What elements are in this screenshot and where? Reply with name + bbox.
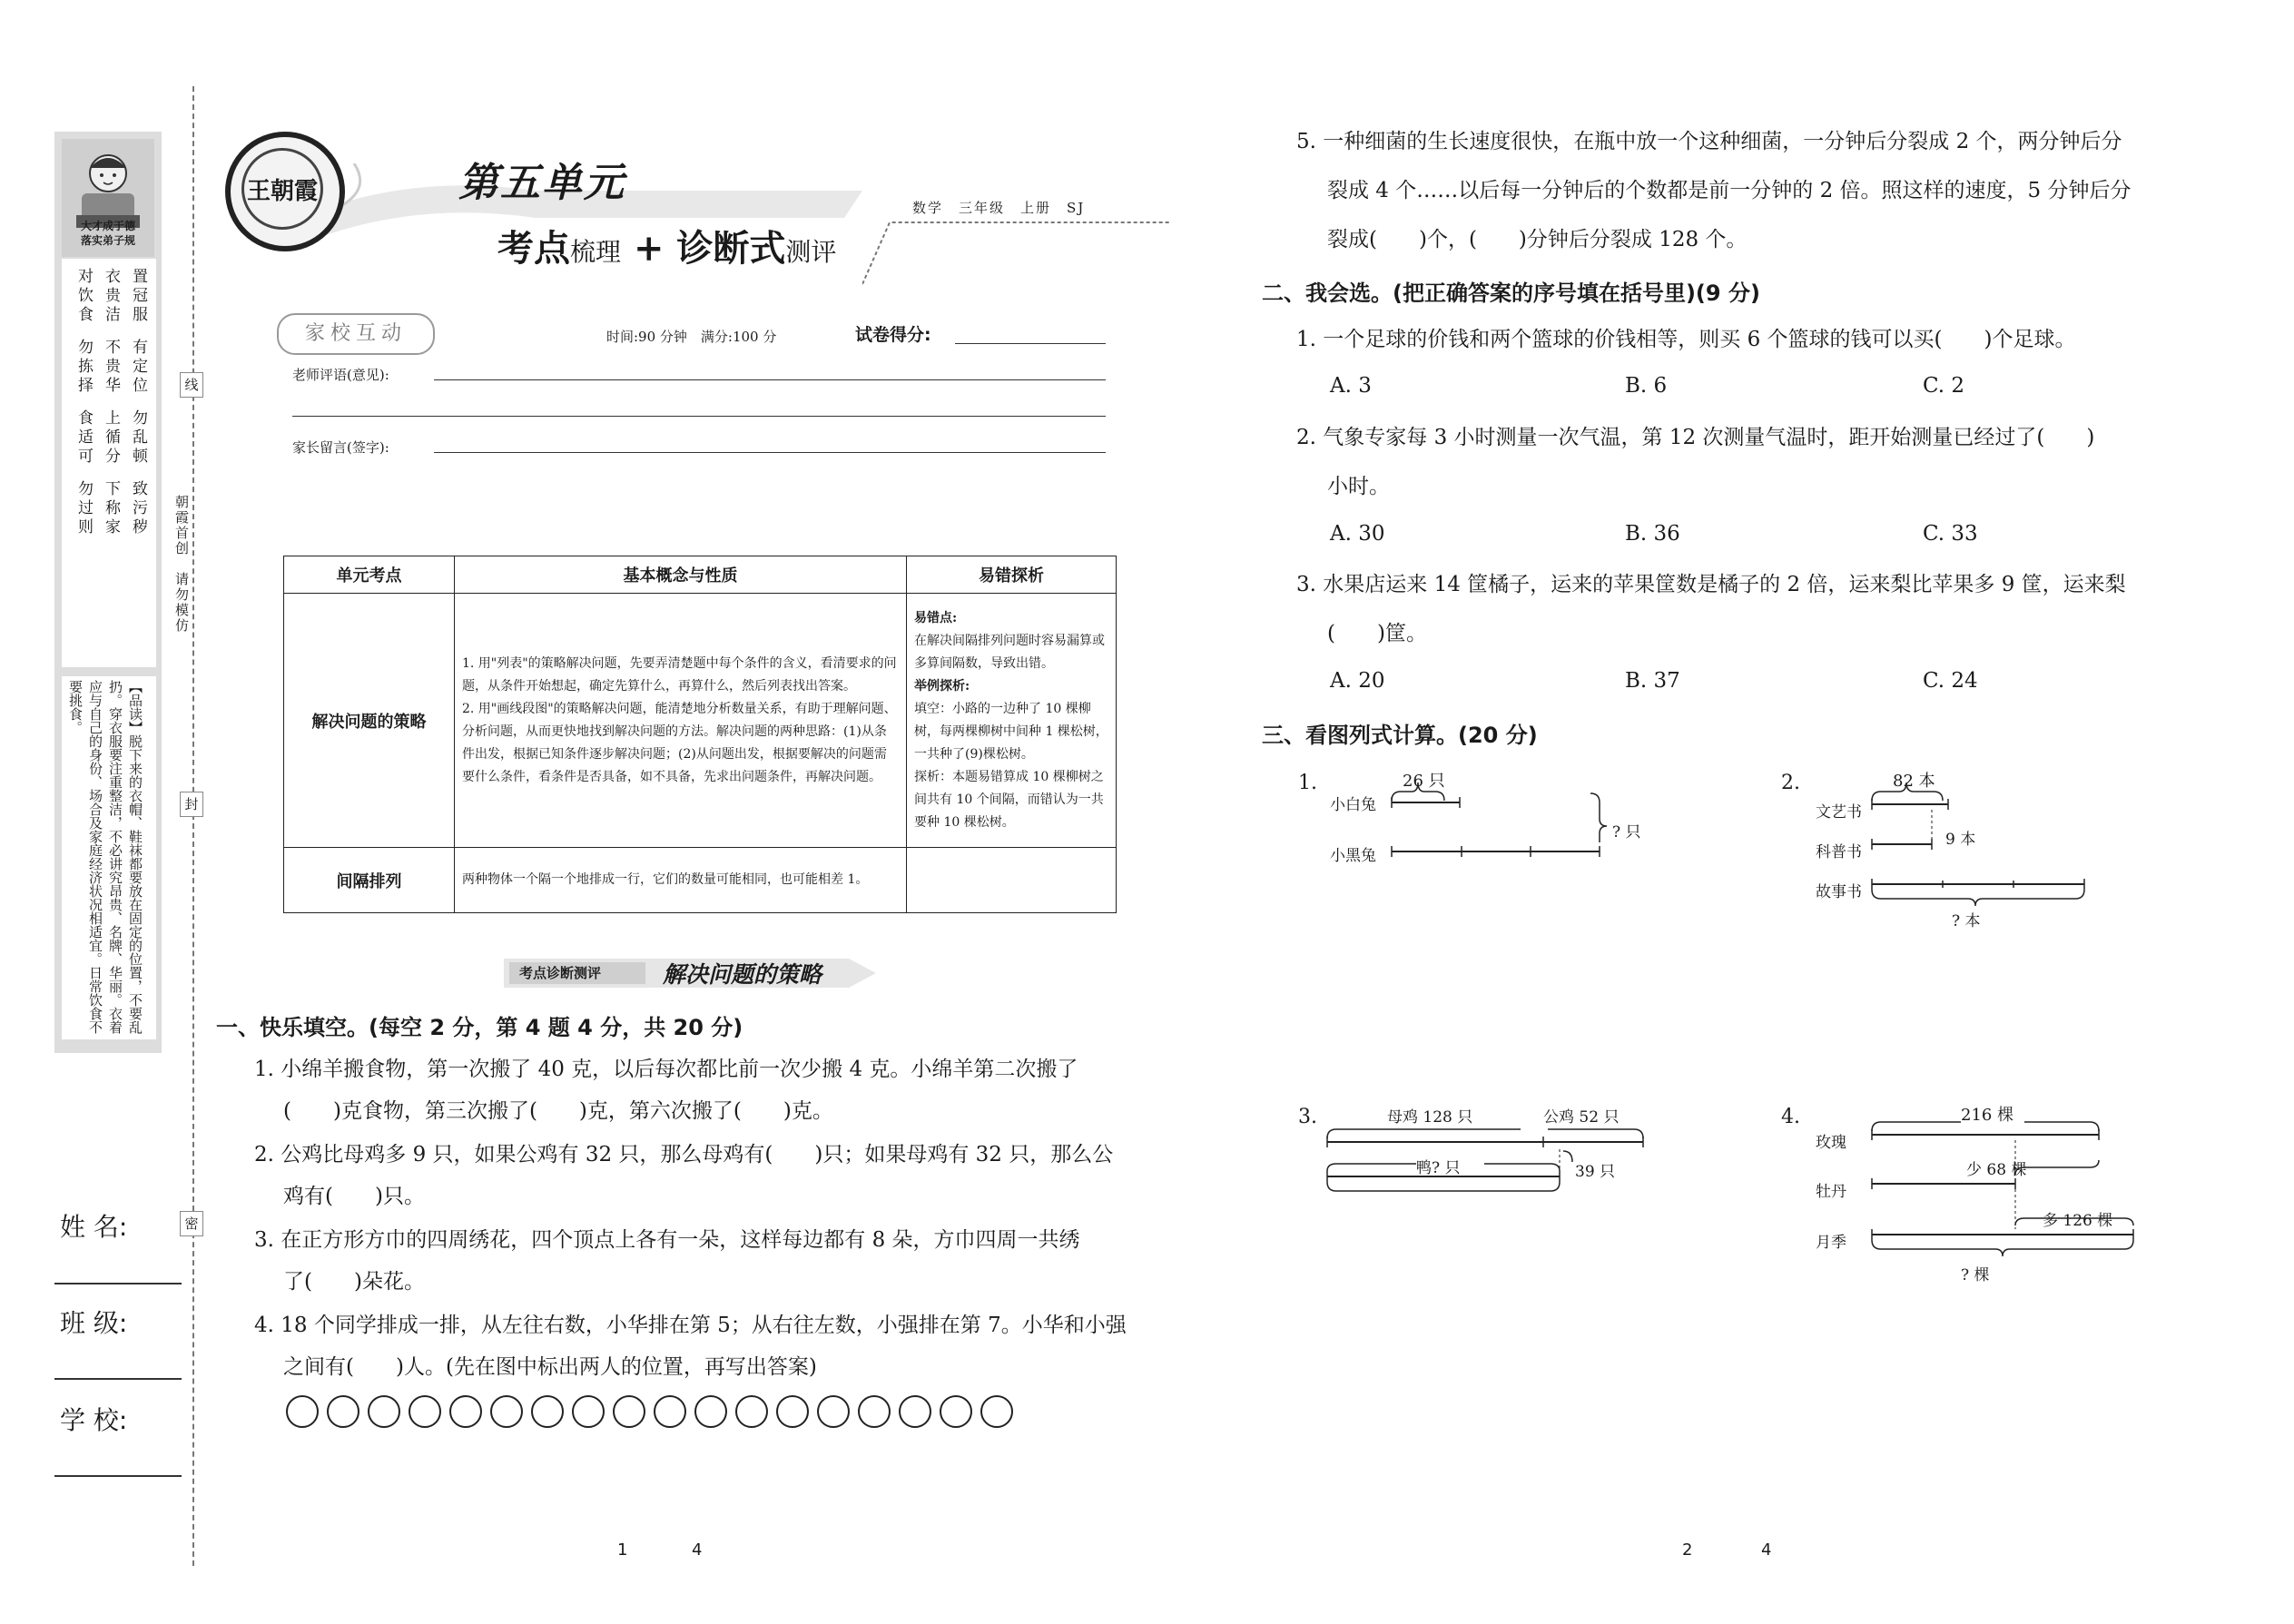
diagram-label: ? 只 <box>1612 823 1641 842</box>
choice-option[interactable]: B. 36 <box>1625 522 1680 546</box>
copyright-note: 朝霞首创 请勿模仿 <box>173 495 190 634</box>
section-title: 三、看图列式计算。(20 分) <box>1262 723 1538 748</box>
parent-note-label: 家长留言(签字): <box>292 439 389 456</box>
page-number: 2 <box>1682 1540 1693 1560</box>
diagram-label: 小白兔 <box>1330 796 1376 814</box>
diagram-label: 多 126 棵 <box>2043 1212 2113 1230</box>
time-info: 时间:90 分钟 满分:100 分 <box>606 329 777 345</box>
diagram-label: 少 68 棵 <box>1966 1161 2027 1179</box>
page-number: 4 <box>692 1540 703 1560</box>
motto-col: 有定位 <box>129 339 147 396</box>
table-empty-cell <box>907 848 1117 913</box>
motto-col: 下称家 <box>102 480 120 537</box>
subtitle-part: 测评 <box>785 237 837 267</box>
motto-panel <box>54 132 162 1053</box>
school-label: 学 校: <box>60 1405 128 1435</box>
choice-option[interactable]: A. 3 <box>1330 374 1372 398</box>
line-diagram-3 <box>1325 1118 1652 1218</box>
school-field[interactable] <box>54 1475 182 1477</box>
question-text: 之间有( )人。(先在图中标出两人的位置，再写出答案) <box>283 1355 817 1379</box>
home-school-badge: 家校互动 <box>277 313 435 355</box>
student-circle[interactable] <box>980 1395 1013 1428</box>
subtitle-part: 诊断式 <box>676 227 786 270</box>
student-circle[interactable] <box>286 1395 319 1428</box>
motto-col: 置冠服 <box>129 268 147 325</box>
page-number: 1 <box>617 1540 628 1560</box>
student-circle[interactable] <box>531 1395 564 1428</box>
example-text: 填空：小路的一边种了 10 棵柳树，每两棵柳树中间种 1 棵松树，一共种了(9)棵松树。 <box>914 701 1108 762</box>
student-circle[interactable] <box>858 1395 891 1428</box>
motto-col: 不贵华 <box>102 339 120 396</box>
table-concept: 两种物体一个隔一个地排成一行，它们的数量可能相同，也可能相差 1。 <box>455 848 907 913</box>
table-concept: 1. 用"列表"的策略解决问题，先要弄清楚题中每个条件的含义，看清要求的问题，从条件开始想起，确定先算什么，再算什么，然后列表找出答案。 2. 用"画线段图"的策略解决问题，能清楚地分析数量关系，有助于理解问题、分析问题，从而更快地找到解决问题的方法。解决问题的两种思路：(1)从条件出发，根据已知条件逐步解决问题；(2)从问题出发，根据要解决的问题需要什么条件，看条件是否具备，如不具备，先求出问题条件，再解决问题。 <box>455 594 907 848</box>
diagram-label: 39 只 <box>1575 1163 1616 1181</box>
line-diagram-1 <box>1389 781 1616 871</box>
student-circle[interactable] <box>613 1395 645 1428</box>
parent-note-field[interactable] <box>434 452 1106 453</box>
diagram-label: 公鸡 52 只 <box>1543 1108 1620 1127</box>
tag-bracket <box>862 213 1171 286</box>
line-diagram-4 <box>1870 1113 2142 1267</box>
motto-col: 对饮食 <box>74 268 93 325</box>
student-circle[interactable] <box>694 1395 727 1428</box>
unit-title: 第五单元 <box>458 160 625 206</box>
choice-option[interactable]: B. 37 <box>1625 669 1680 693</box>
student-circle[interactable] <box>940 1395 972 1428</box>
seal-mark: 密 <box>180 1211 203 1236</box>
question-text: 3. 水果店运来 14 筐橘子，运来的苹果筐数是橘子的 2 倍，运来梨比苹果多 9 筐，运来梨 <box>1296 573 2126 596</box>
question-text: 2. 公鸡比母鸡多 9 只，如果公鸡有 32 只，那么母鸡有( )只；如果母鸡有 32 只，那么公 <box>254 1143 1114 1166</box>
page-number: 4 <box>1761 1540 1772 1560</box>
diagram-label: 小黑兔 <box>1330 847 1376 865</box>
student-circle[interactable] <box>654 1395 686 1428</box>
choice-option[interactable]: B. 6 <box>1625 374 1668 398</box>
question-text: 裂成( )个，( )分钟后分裂成 128 个。 <box>1327 228 1748 251</box>
student-circle[interactable] <box>368 1395 400 1428</box>
motto-col: 致污秽 <box>129 480 147 537</box>
diagram-label: 216 棵 <box>1961 1106 2014 1125</box>
diagram-label: 82 本 <box>1893 772 1935 791</box>
choice-option[interactable]: A. 20 <box>1330 669 1385 693</box>
brand-logo <box>225 132 345 251</box>
choice-option[interactable]: C. 33 <box>1923 522 1978 546</box>
student-circle[interactable] <box>409 1395 441 1428</box>
table-topic: 间隔排列 <box>284 848 455 913</box>
table-header: 易错探析 <box>907 556 1117 594</box>
seal-line <box>192 86 194 1566</box>
question-text: 1. 小绵羊搬食物，第一次搬了 40 克，以后每次都比前一次少搬 4 克。小绵羊第二次搬了 <box>254 1058 1078 1081</box>
name-field[interactable] <box>54 1283 182 1284</box>
brand-logo-text: 王朝霞 <box>241 148 323 230</box>
student-circle[interactable] <box>490 1395 523 1428</box>
student-circle[interactable] <box>735 1395 768 1428</box>
diagram-label: 26 只 <box>1403 772 1445 791</box>
motto-col: 勿过则 <box>74 480 93 537</box>
diagram-number: 3. <box>1298 1106 1317 1128</box>
pitfall-text: 在解决间隔排列问题时容易漏算或多算间隔数，导致出错。 <box>914 633 1105 671</box>
diagram-label: 文艺书 <box>1816 803 1862 822</box>
subtitle-plus: + <box>633 227 665 270</box>
student-circle[interactable] <box>572 1395 605 1428</box>
reading-text: 【品读】脱下来的衣帽、鞋袜都要放在固定的位置，不要乱扔。穿衣服要注重整洁，不必讲究昂贵、名牌、华丽。衣着应与自己的身份、场合及家庭经济状况相适宜。日常饮食不要挑食。 <box>67 680 143 1034</box>
line-diagram-2 <box>1870 781 2097 917</box>
question-text: 小时。 <box>1327 475 1390 498</box>
student-circle[interactable] <box>449 1395 482 1428</box>
name-label: 姓 名: <box>60 1212 128 1242</box>
class-label: 班 级: <box>60 1308 128 1338</box>
key-points-table <box>283 556 1117 913</box>
diagram-label: 牡丹 <box>1816 1183 1846 1201</box>
choice-option[interactable]: C. 24 <box>1923 669 1978 693</box>
question-text: 4. 18 个同学排成一排，从左往右数，小华排在第 5；从右往左数，小强排在第 7。小华和小强 <box>254 1314 1127 1337</box>
motto-title: 大才成于德 落实弟子规 <box>80 220 135 247</box>
student-row <box>286 1395 1013 1428</box>
diagram-number: 4. <box>1781 1106 1800 1128</box>
diagram-label: 9 本 <box>1945 831 1976 849</box>
diagram-label: 科普书 <box>1816 843 1862 861</box>
question-text: 3. 在正方形方巾的四周绣花，四个顶点上各有一朵，这样每边都有 8 朵，方巾四周一共绣 <box>254 1228 1080 1252</box>
table-header: 单元考点 <box>284 556 455 594</box>
diagram-number: 2. <box>1781 772 1800 794</box>
analysis-text: 探析：本题易错算成 10 棵柳树之间共有 10 个间隔，而错认为一共要种 10 棵松树。 <box>914 769 1104 830</box>
motto-col: 食适可 <box>74 409 93 467</box>
diagram-label: ? 本 <box>1952 912 1981 930</box>
diagram-label: ? 棵 <box>1961 1266 1990 1284</box>
diagram-label: 故事书 <box>1816 883 1862 901</box>
question-text: ( )克食物，第三次搬了( )克，第六次搬了( )克。 <box>283 1099 833 1123</box>
motto-col: 衣贵洁 <box>102 268 120 325</box>
diagram-label: 月季 <box>1816 1234 1846 1252</box>
teacher-comment-field-2[interactable] <box>292 416 1106 417</box>
subtitle-part: 考点 <box>497 227 570 270</box>
diagram-number: 1. <box>1298 772 1317 794</box>
diagram-label: 鸭? 只 <box>1416 1159 1461 1177</box>
motto-col: 勿拣择 <box>74 339 93 396</box>
subtitle-part: 梳理 <box>570 237 622 267</box>
student-circle[interactable] <box>899 1395 931 1428</box>
pitfall-title: 易错点: <box>914 610 958 625</box>
teacher-comment-label: 老师评语(意见): <box>292 367 389 383</box>
teacher-comment-field[interactable] <box>434 379 1106 380</box>
question-text: 裂成 4 个……以后每一分钟后的个数都是前一分钟的 2 倍。照这样的速度，5 分钟后分 <box>1327 179 2132 202</box>
score-label: 试卷得分: <box>855 325 931 345</box>
diagram-label: 母鸡 128 只 <box>1387 1108 1473 1127</box>
banner-right: 解决问题的策略 <box>663 961 822 988</box>
table-pitfall-cell <box>907 594 1117 848</box>
example-title: 举例探析: <box>914 678 970 694</box>
seal-mark: 封 <box>180 792 203 817</box>
seal-mark: 线 <box>180 372 203 398</box>
page-subtitle <box>497 220 836 271</box>
score-field[interactable] <box>955 343 1106 344</box>
choice-option[interactable]: C. 2 <box>1923 374 1965 398</box>
question-text: 1. 一个足球的价钱和两个篮球的价钱相等，则买 6 个篮球的钱可以买( )个足球。 <box>1296 328 2076 351</box>
student-circle[interactable] <box>776 1395 809 1428</box>
choice-option[interactable]: A. 30 <box>1330 522 1385 546</box>
question-text: 鸡有( )只。 <box>283 1185 425 1208</box>
class-field[interactable] <box>54 1378 182 1380</box>
table-topic: 解决问题的策略 <box>284 594 455 848</box>
diagram-label: 玫瑰 <box>1816 1134 1846 1152</box>
section-title: 二、我会选。(把正确答案的序号填在括号里)(9 分) <box>1262 281 1760 306</box>
student-circle[interactable] <box>817 1395 850 1428</box>
reading-box <box>62 676 156 1039</box>
student-circle[interactable] <box>327 1395 359 1428</box>
question-text: 5. 一种细菌的生长速度很快，在瓶中放一个这种细菌，一分钟后分裂成 2 个，两分钟后分 <box>1296 130 2122 153</box>
banner-left: 考点诊断测评 <box>519 965 602 981</box>
question-text: 2. 气象专家每 3 小时测量一次气温，第 12 次测量气温时，距开始测量已经过了( ) <box>1296 426 2095 449</box>
table-header: 基本概念与性质 <box>455 556 907 594</box>
section-title: 一、快乐填空。(每空 2 分，第 4 题 4 分，共 20 分) <box>216 1015 743 1040</box>
motto-col: 上循分 <box>102 409 120 467</box>
motto-col: 勿乱顿 <box>129 409 147 467</box>
grade-tags: 数学 三年级 上册 SJ <box>912 200 1086 216</box>
question-text: ( )筐。 <box>1327 622 1427 645</box>
question-text: 了( )朵花。 <box>283 1270 425 1294</box>
